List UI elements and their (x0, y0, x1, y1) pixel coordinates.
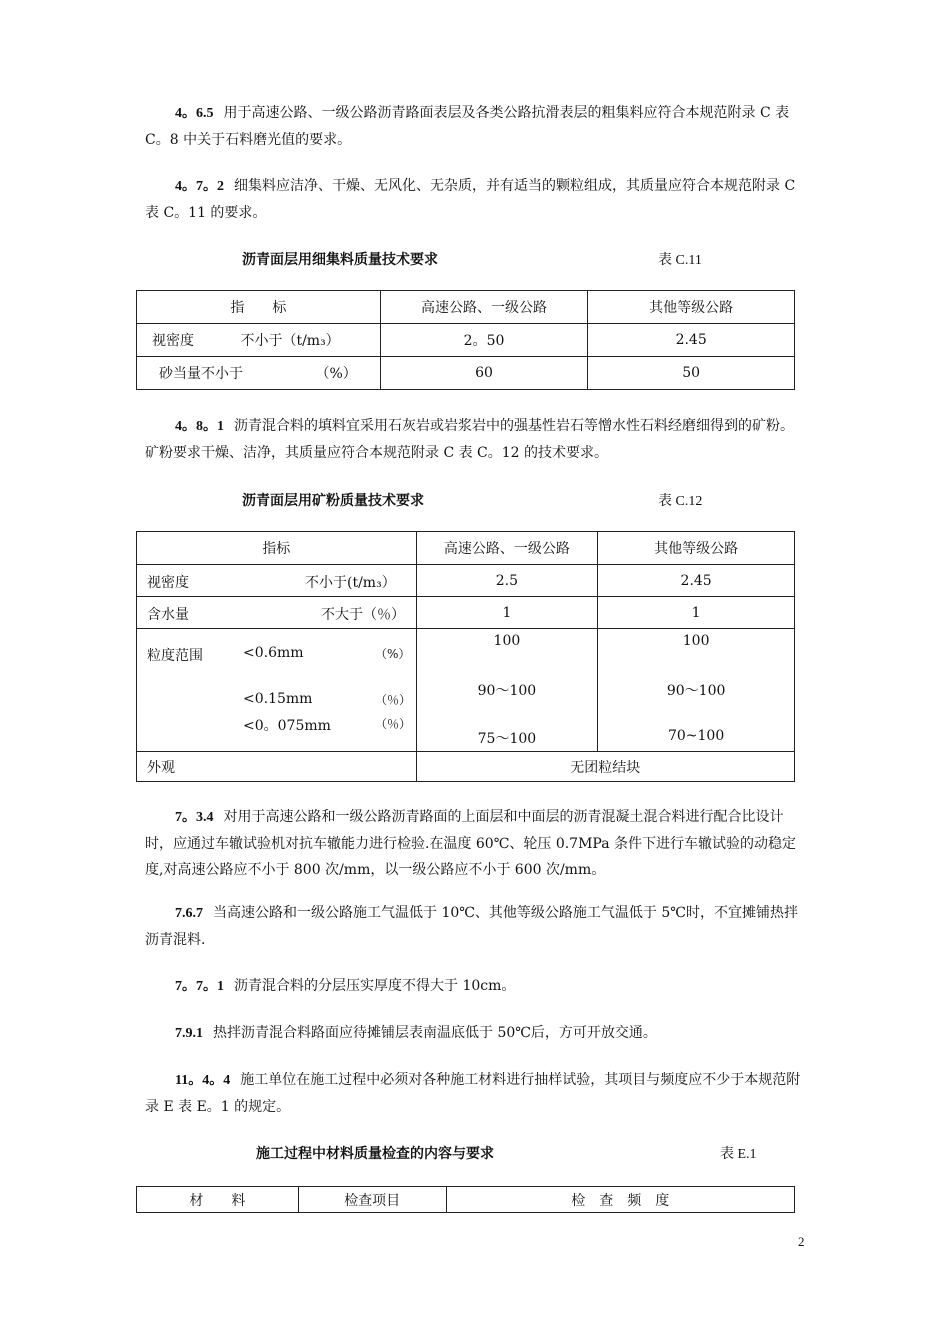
table-row-appearance (137, 752, 795, 782)
header-material: 材 料 (137, 1187, 299, 1213)
header-other: 其他等级公路 (598, 532, 795, 565)
table-row (137, 597, 795, 629)
row-label-cell (137, 597, 417, 629)
table-row (137, 357, 795, 390)
value-other: 50 (588, 357, 795, 390)
paragraph-7-9-1 (145, 1020, 805, 1047)
grading-size: <0。075mm (243, 718, 331, 734)
clause-number: 4。6.5 (175, 106, 214, 121)
grading-size: <0.6mm (243, 645, 304, 661)
grading-highway-cell (416, 629, 598, 752)
value-highway: 2。50 (380, 324, 588, 357)
table-e1-number: 表 E.1 (720, 1147, 757, 1162)
header-other: 其他等级公路 (588, 291, 795, 324)
clause-text: 施工单位在施工过程中必须对各种施工材料进行抽样试验，其项目与频度应不少于本规范附录 E 表 E。1 的规定。 (145, 1072, 801, 1115)
grading-value: 90～100 (666, 683, 726, 699)
paragraph-4-7-2 (145, 173, 805, 226)
row-name: 视密度 (147, 575, 189, 591)
clause-number: 7。3.4 (175, 810, 214, 825)
grading-value: 70~100 (667, 728, 725, 744)
clause-text: 细集料应洁净、干燥、无风化、无杂质，并有适当的颗粒组成，其质量应符合本规范附录 C 表 C。11 的要求。 (145, 178, 796, 221)
table-header-row (137, 532, 795, 565)
value-other: 2.45 (588, 324, 795, 357)
table-c11-caption: 沥青面层用细集料质量技术要求 (242, 252, 438, 268)
paragraph-7-7-1 (145, 973, 805, 1000)
paragraph-4-6-5 (145, 100, 805, 153)
header-check-item: 检查项目 (298, 1187, 446, 1213)
grading-value: 100 (682, 633, 710, 649)
row-name: 砂当量不小于 (159, 366, 243, 382)
grading-value: 100 (493, 633, 521, 649)
row-condition: 不小于（t/m₃） (240, 333, 340, 349)
value-highway: 1 (416, 597, 598, 629)
page-number: 2 (798, 1234, 805, 1249)
header-highway: 高速公路、一级公路 (416, 532, 598, 565)
row-label-cell (137, 357, 381, 390)
grading-name: 粒度范围 (147, 648, 203, 664)
row-name: 含水量 (147, 607, 189, 623)
row-label-cell (137, 565, 417, 597)
table-c12 (136, 531, 795, 782)
row-condition: （%） (315, 366, 357, 382)
grading-value: 90～100 (477, 683, 537, 699)
clause-number: 7.6.7 (175, 906, 203, 921)
value-other: 2.45 (598, 565, 795, 597)
clause-text: 热拌沥青混合料路面应待摊铺层表南温底低于 50℃后，方可开放交通。 (213, 1025, 657, 1041)
value-highway: 60 (380, 357, 588, 390)
grading-unit: （%） (375, 647, 411, 661)
table-c12-caption: 沥青面层用矿粉质量技术要求 (242, 493, 424, 509)
paragraph-11-4-4 (145, 1067, 805, 1120)
clause-number: 7。7。1 (175, 979, 224, 994)
clause-text: 用于高速公路、一级公路沥青路面表层及各类公路抗滑表层的粗集料应符合本规范附录 C 表 C。8 中关于石料磨光值的要求。 (145, 105, 790, 148)
clause-number: 7.9.1 (175, 1026, 203, 1041)
clause-text: 当高速公路和一级公路施工气温低于 10℃、其他等级公路施工气温低于 5℃时，不宜摊铺热拌沥青混料. (145, 905, 798, 948)
clause-text: 对用于高速公路和一级公路沥青路面的上面层和中面层的沥青混凝土混合料进行配合比设计时，应通过车辙试验机对抗车辙能力进行检验.在温度 60℃、轮压 0.7MPa 条件下进行车辙试验的动稳定度,对高速公路应不小于 800 次/mm，以一级公路应不小于 600 次/mm。 (145, 809, 797, 878)
table-c11-number: 表 C.11 (658, 253, 702, 268)
clause-text: 沥青混合料的分层压实厚度不得大于 10cm。 (234, 978, 516, 994)
table-header-row (137, 1187, 795, 1213)
appearance-value: 无团粒结块 (416, 752, 794, 782)
clause-number: 11。4。4 (175, 1073, 231, 1088)
grading-unit: （％） (375, 693, 412, 707)
table-c12-number: 表 C.12 (658, 494, 703, 509)
header-indicator: 指标 (137, 532, 417, 565)
table-c11 (136, 290, 795, 390)
clause-text: 沥青混合料的填料宜采用石灰岩或岩浆岩中的强基性岩石等憎水性石料经磨细得到的矿粉。矿粉要求干燥、洁净，其质量应符合本规范附录 C 表 C。12 的技术要求。 (145, 418, 794, 461)
grading-other-cell (598, 629, 795, 752)
table-row (137, 324, 795, 357)
clause-number: 4。7。2 (175, 179, 224, 194)
table-header-row (137, 291, 795, 324)
appearance-label-cell (137, 752, 417, 782)
header-highway: 高速公路、一级公路 (380, 291, 588, 324)
header-frequency: 检 查 频 度 (446, 1187, 794, 1213)
row-condition: 不大于（％） (321, 607, 405, 623)
row-label-cell (137, 324, 381, 357)
grading-unit: （％） (375, 717, 412, 731)
value-other: 1 (598, 597, 795, 629)
grading-size: <0.15mm (243, 691, 313, 707)
paragraph-7-6-7 (145, 900, 805, 953)
appearance-name: 外观 (147, 759, 175, 776)
paragraph-7-3-4 (145, 804, 805, 883)
table-e1 (136, 1186, 795, 1213)
header-indicator: 指 标 (137, 291, 381, 324)
row-name: 视密度 (152, 333, 194, 349)
grading-value: 75～100 (477, 731, 537, 747)
table-row (137, 565, 795, 597)
table-e1-caption: 施工过程中材料质量检查的内容与要求 (256, 1146, 494, 1162)
value-highway: 2.5 (416, 565, 598, 597)
table-row-grading (137, 629, 795, 752)
row-condition: 不小于(t/m₃） (305, 575, 396, 591)
clause-number: 4。8。1 (175, 419, 224, 434)
grading-label-cell (137, 629, 417, 752)
paragraph-4-8-1 (145, 413, 805, 466)
